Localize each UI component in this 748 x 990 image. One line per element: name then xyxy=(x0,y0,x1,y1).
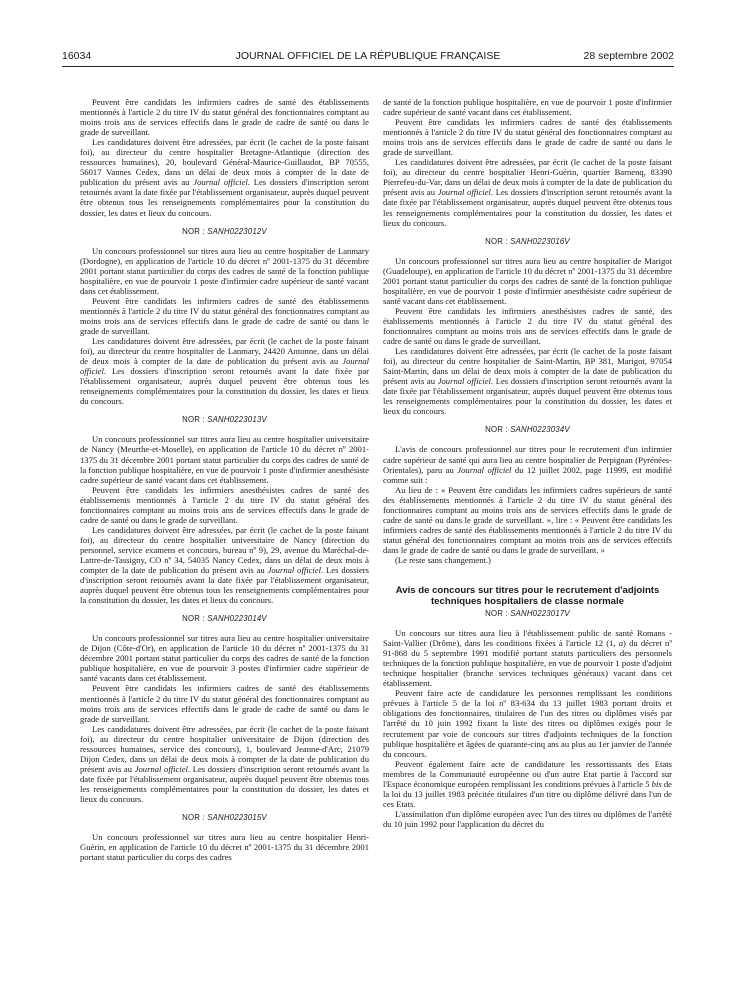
nor-reference: NOR : SANH0223012V xyxy=(182,226,267,236)
paragraph: Peuvent également faire acte de candidature les ressortissants des Etats membres de la Communauté européenne ou d'un autre Etat partie à l'accord sur l'Espace économique européen remplissant les conditions prévues à l'article 5 bis de la loi du 13 juillet 1983 précitée titulaires d'un titre ou diplôme délivré dans l'un de ces Etats. xyxy=(383,758,672,809)
nor-reference: NOR : SANH0223013V xyxy=(182,415,267,425)
paragraph: L'avis de concours professionnel sur titres pour le recrutement d'un infirmier cadre supérieur de santé qui aura lieu au centre hospitalier de Perpignan (Pyrénées-Orientales), paru au Journal officiel du 12 juillet 2002, page 11999, est modifié comme suit : xyxy=(383,444,672,485)
paragraph: Peuvent être candidats les infirmiers anesthésistes cadres de santé des établissements mentionnés à l'article 2 du titre IV du statut général des fonctionnaires comptant au moins trois ans de services effectifs dans le grade de cadre de santé ou dans le grade de surveillant. xyxy=(80,484,369,525)
paragraph: Les candidatures doivent être adressées, par écrit (le cachet de la poste faisant foi), au directeur du centre hospitalier universitaire de Dijon (direction des ressources humaines, service des concours), 1, boulevard Jeanne-d'Arc, 21079 Dijon Cedex, dans un délai de deux mois à compter de la date de publication du présent avis au Journal officiel. Les dossiers d'inscription seront retournés avant la date fixée par l'établissement organisateur, auprès duquel peuvent être obtenus tous les renseignements complémentaires pour la constitution du dossier, les dates et lieux du concours. xyxy=(80,723,370,804)
paragraph: Peuvent être candidats les infirmiers cadres de santé des établissements mentionnés à l'article 2 du titre IV du statut général des fonctionnaires comptant au moins trois ans de services effectifs dans le grade de cadre de santé ou dans le grade de surveillant. xyxy=(383,117,672,158)
paragraph: Un concours professionnel sur titres aura lieu au centre hospitalier Henri-Guérin, en application de l'article 10 du décret nº 2001-1375 du 31 décembre 2001 portant statut particulier du corps des cadres xyxy=(80,832,369,863)
journal-officiel-ref: Journal officiel xyxy=(134,763,188,774)
journal-officiel-ref: Journal officiel xyxy=(267,565,322,576)
nor-reference: NOR : SANH0223034V xyxy=(485,425,570,435)
paragraph: de santé de la fonction publique hospitalière, en vue de pourvoir 1 poste d'infirmier cadre supérieur de santé vacant dans cet établissement. xyxy=(383,97,672,118)
journal-officiel-ref: Journal officiel xyxy=(457,464,512,475)
paragraph: Un concours sur titres aura lieu à l'établissement public de santé Romans - Saint-Vallier (Drôme), dans les conditions fixées à l'article 12 (1, a) du décret nº 91-868 du 5 septembre 1991 modifié portant statuts particuliers des personnels techniques de la fonction publique hospitalière, en vue de pourvoir 1 poste d'adjoint technique hospitalier (branche services techniques généraux) vacant dans cet établissement. xyxy=(383,628,672,689)
paragraph: Un concours professionnel sur titres aura lieu au centre hospitalier universitaire de Dijon (Côte-d'Or), en application de l'article 10 du décret nº 2001-1375 du 31 décembre 2001 portant statut particulier du corps des cadres de santé de la fonction publique hospitalière, en vue de pourvoir 3 postes d'infirmier cadre supérieur de santé vacants dans cet établissement. xyxy=(80,633,369,684)
page-number: 16034 xyxy=(62,50,92,62)
paragraph: Les candidatures doivent être adressées, par écrit (le cachet de la poste faisant foi), au directeur du centre hospitalier universitaire de Nancy (direction du personnel, service examens et concours, bureau nº 9), 29, avenue du Maréchal-de-Lattre-de-Tassigny, CO nº 34, 54035 Nancy Cedex, dans un délai de deux mois à compter de la date de publication du présent avis au Journal officiel. Les dossiers d'inscription seront retournés avant la date fixée par l'établissement organisateur, auprès duquel peuvent être obtenus tous les renseignements complémentaires pour la constitution du dossier, les dates et lieux du concours. xyxy=(80,524,370,606)
paragraph: L'assimilation d'un diplôme européen avec l'un des titres ou diplômes de l'arrêté du 10 juin 1992 pour l'application du décret du xyxy=(383,808,672,829)
paragraph: Les candidatures doivent être adressées, par écrit (le cachet de la poste faisant foi), au directeur du centre hospitalier de Saint-Martin, BP 381, Marigot, 97054 Saint-Martin, dans un délai de deux mois à compter de la date de publication du présent avis au Journal officiel. Les dossiers d'inscription seront retournés avant la date fixée par l'établissement organisateur, auprès duquel peuvent être obtenus tous les renseignements complémentaires pour la constitution du dossier, les dates et lieux du concours. xyxy=(383,346,673,417)
paragraph: Un concours professionnel sur titres aura lieu au centre hospitalier de Lanmary (Dordogne), en application de l'article 10 du décret nº 2001-1375 du 31 décembre 2001 portant statut particulier du corps des cadres de santé de la fonction publique hospitalière, en vue de pourvoir 1 poste d'infirmier cadre supérieur de santé vacant dans cet établissement. xyxy=(80,245,369,296)
publication-date: 28 septembre 2002 xyxy=(583,50,674,62)
paragraph: Un concours professionnel sur titres aura lieu au centre hospitalier de Marigot (Guadeloupe), en application de l'article 10 du décret nº 2001-1375 du 31 décembre 2001 portant statut particulier du corps des cadres de santé de la fonction publique hospitalière, en vue de pourvoir 1 poste d'infirmier anesthésiste cadre supérieur de santé vacant dans cet établissement. xyxy=(383,255,672,306)
nor-reference: NOR : SANH0223015V xyxy=(182,813,267,823)
paragraph: Peuvent être candidats les infirmiers cadres de santé des établissements mentionnés à l'article 2 du titre IV du statut général des fonctionnaires comptant au moins trois ans de services effectifs dans le grade de cadre de santé ou dans le grade de surveillant. xyxy=(80,295,369,336)
paragraph: Les candidatures doivent être adressées, par écrit (le cachet de la poste faisant foi), au directeur du centre hospitalier Bretagne-Atlantique (direction des ressources humaines), 20, boulevard Général-Maurice-Guillaudot, BP 70555, 56017 Vannes Cedex, dans un délai de deux mois à compter de la date de publication du présent avis au Journal officiel. Les dossiers d'inscription seront retournés avant la date fixée par l'établissement organisateur, auprès duquel peuvent être obtenus tous les renseignements complémentaires pour la constitution du dossier, les dates et lieux du concours. xyxy=(80,137,369,218)
header-rule xyxy=(62,66,674,67)
journal-officiel-ref: Journal officiel xyxy=(437,376,491,387)
journal-officiel-ref: Journal officiel xyxy=(437,187,491,198)
paragraph: Au lieu de : « Peuvent être candidats les infirmiers cadres supérieurs de santé des établissements mentionnés à l'article 2 du titre IV du statut général des fonctionnaires comptant au moins trois ans de services effectifs dans le grade de cadre de santé ou dans le grade de surveillant. », lire : « Peuvent être candidats les infirmiers cadres de santé des établissements mentionnés à l'article 2 du titre IV du statut général des fonctionnaires comptant au moins trois ans de services effectifs dans le grade de cadre de santé ou dans le grade de surveillant. » xyxy=(383,484,672,555)
journal-officiel-ref: Journal officiel xyxy=(80,356,369,377)
nor-reference: NOR : SANH0223017V xyxy=(485,609,570,619)
paragraph: Peuvent être candidats les infirmiers cadres de santé des établissements mentionnés à l'article 2 du titre IV du statut général des fonctionnaires comptant au moins trois ans de services effectifs dans le grade de cadre de santé ou dans le grade de surveillant. xyxy=(80,683,369,724)
paragraph: Un concours professionnel sur titres aura lieu au centre hospitalier universitaire de Nancy (Meurthe-et-Moselle), en application de l'article 10 du décret nº 2001-1375 du 31 décembre 2001 portant statut particulier du corps des cadres de santé de la fonction publique hospitalière, en vue de pourvoir 1 poste d'infirmier anesthésiste cadre supérieur de santé vacant dans cet établissement. xyxy=(80,434,369,485)
journal-officiel-ref: Journal officiel xyxy=(193,177,248,188)
notice-heading: Avis de concours sur titres pour le recrutement d'adjoints techniques hospitaliers de classe normale xyxy=(395,585,660,608)
paragraph: Les candidatures doivent être adressées, par écrit (le cachet de la poste faisant foi), au directeur du centre hospitalier Henri-Guérin, quartier Barnenq, 83390 Pierrefeu-du-Var, dans un délai de deux mois à compter de la date de publication du présent avis au Journal officiel. Les dossiers d'inscription seront retournés avant la date fixée par l'établissement organisateur, auprès duquel peuvent être obtenus tous les renseignements complémentaires pour la constitution du dossier, les dates et lieux du concours. xyxy=(383,157,673,228)
paragraph: (Le reste sans changement.) xyxy=(395,554,491,565)
right-column xyxy=(383,97,672,829)
paragraph: Peuvent faire acte de candidature les personnes remplissant les conditions prévues à l'article 5 de la loi nº 83-634 du 13 juillet 1983 portant droits et obligations des fonctionnaires, titulaires de l'un des titres ou diplômes visés par l'arrêté du 10 juin 1992 fixant la liste des titres ou diplômes exigés pour le recrutement par voie de concours sur titres d'adjoints techniques de la fonction publique hospitalière et âgées de quarante-cinq ans au plus au 1er janvier de l'année du concours. xyxy=(383,688,672,759)
paragraph: Peuvent être candidats les infirmiers cadres de santé des établissements mentionnés à l'article 2 du titre IV du statut général des fonctionnaires comptant au moins trois ans de services effectifs dans le grade de cadre de santé ou dans le grade de surveillant. xyxy=(80,97,369,138)
left-column xyxy=(80,97,369,862)
page-header xyxy=(62,49,674,63)
nor-reference: NOR : SANH0223016V xyxy=(485,236,570,246)
paragraph: Peuvent être candidats les infirmiers anesthésistes cadres de santé, des établissements mentionnés à l'article 2 du titre IV du statut général des fonctionnaires comptant au moins trois ans de services effectifs dans le grade de cadre de santé ou dans le grade de surveillant. xyxy=(383,305,672,347)
journal-title: JOURNAL OFFICIEL DE LA RÉPUBLIQUE FRANÇAISE xyxy=(235,50,501,62)
nor-reference: NOR : SANH0223014V xyxy=(182,614,267,624)
paragraph: Les candidatures doivent être adressées, par écrit (le cachet de la poste faisant foi), au directeur du centre hospitalier de Lanmary, 24420 Antonne, dans un délai de deux mois à compter de la date de publication du présent avis au Journal officiel. Les dossiers d'inscription seront retournés avant la date fixée par l'établissement organisateur, auprès duquel peuvent être obtenus tous les renseignements complémentaires pour la constitution du dossier, les dates et lieux du concours. xyxy=(80,336,369,407)
